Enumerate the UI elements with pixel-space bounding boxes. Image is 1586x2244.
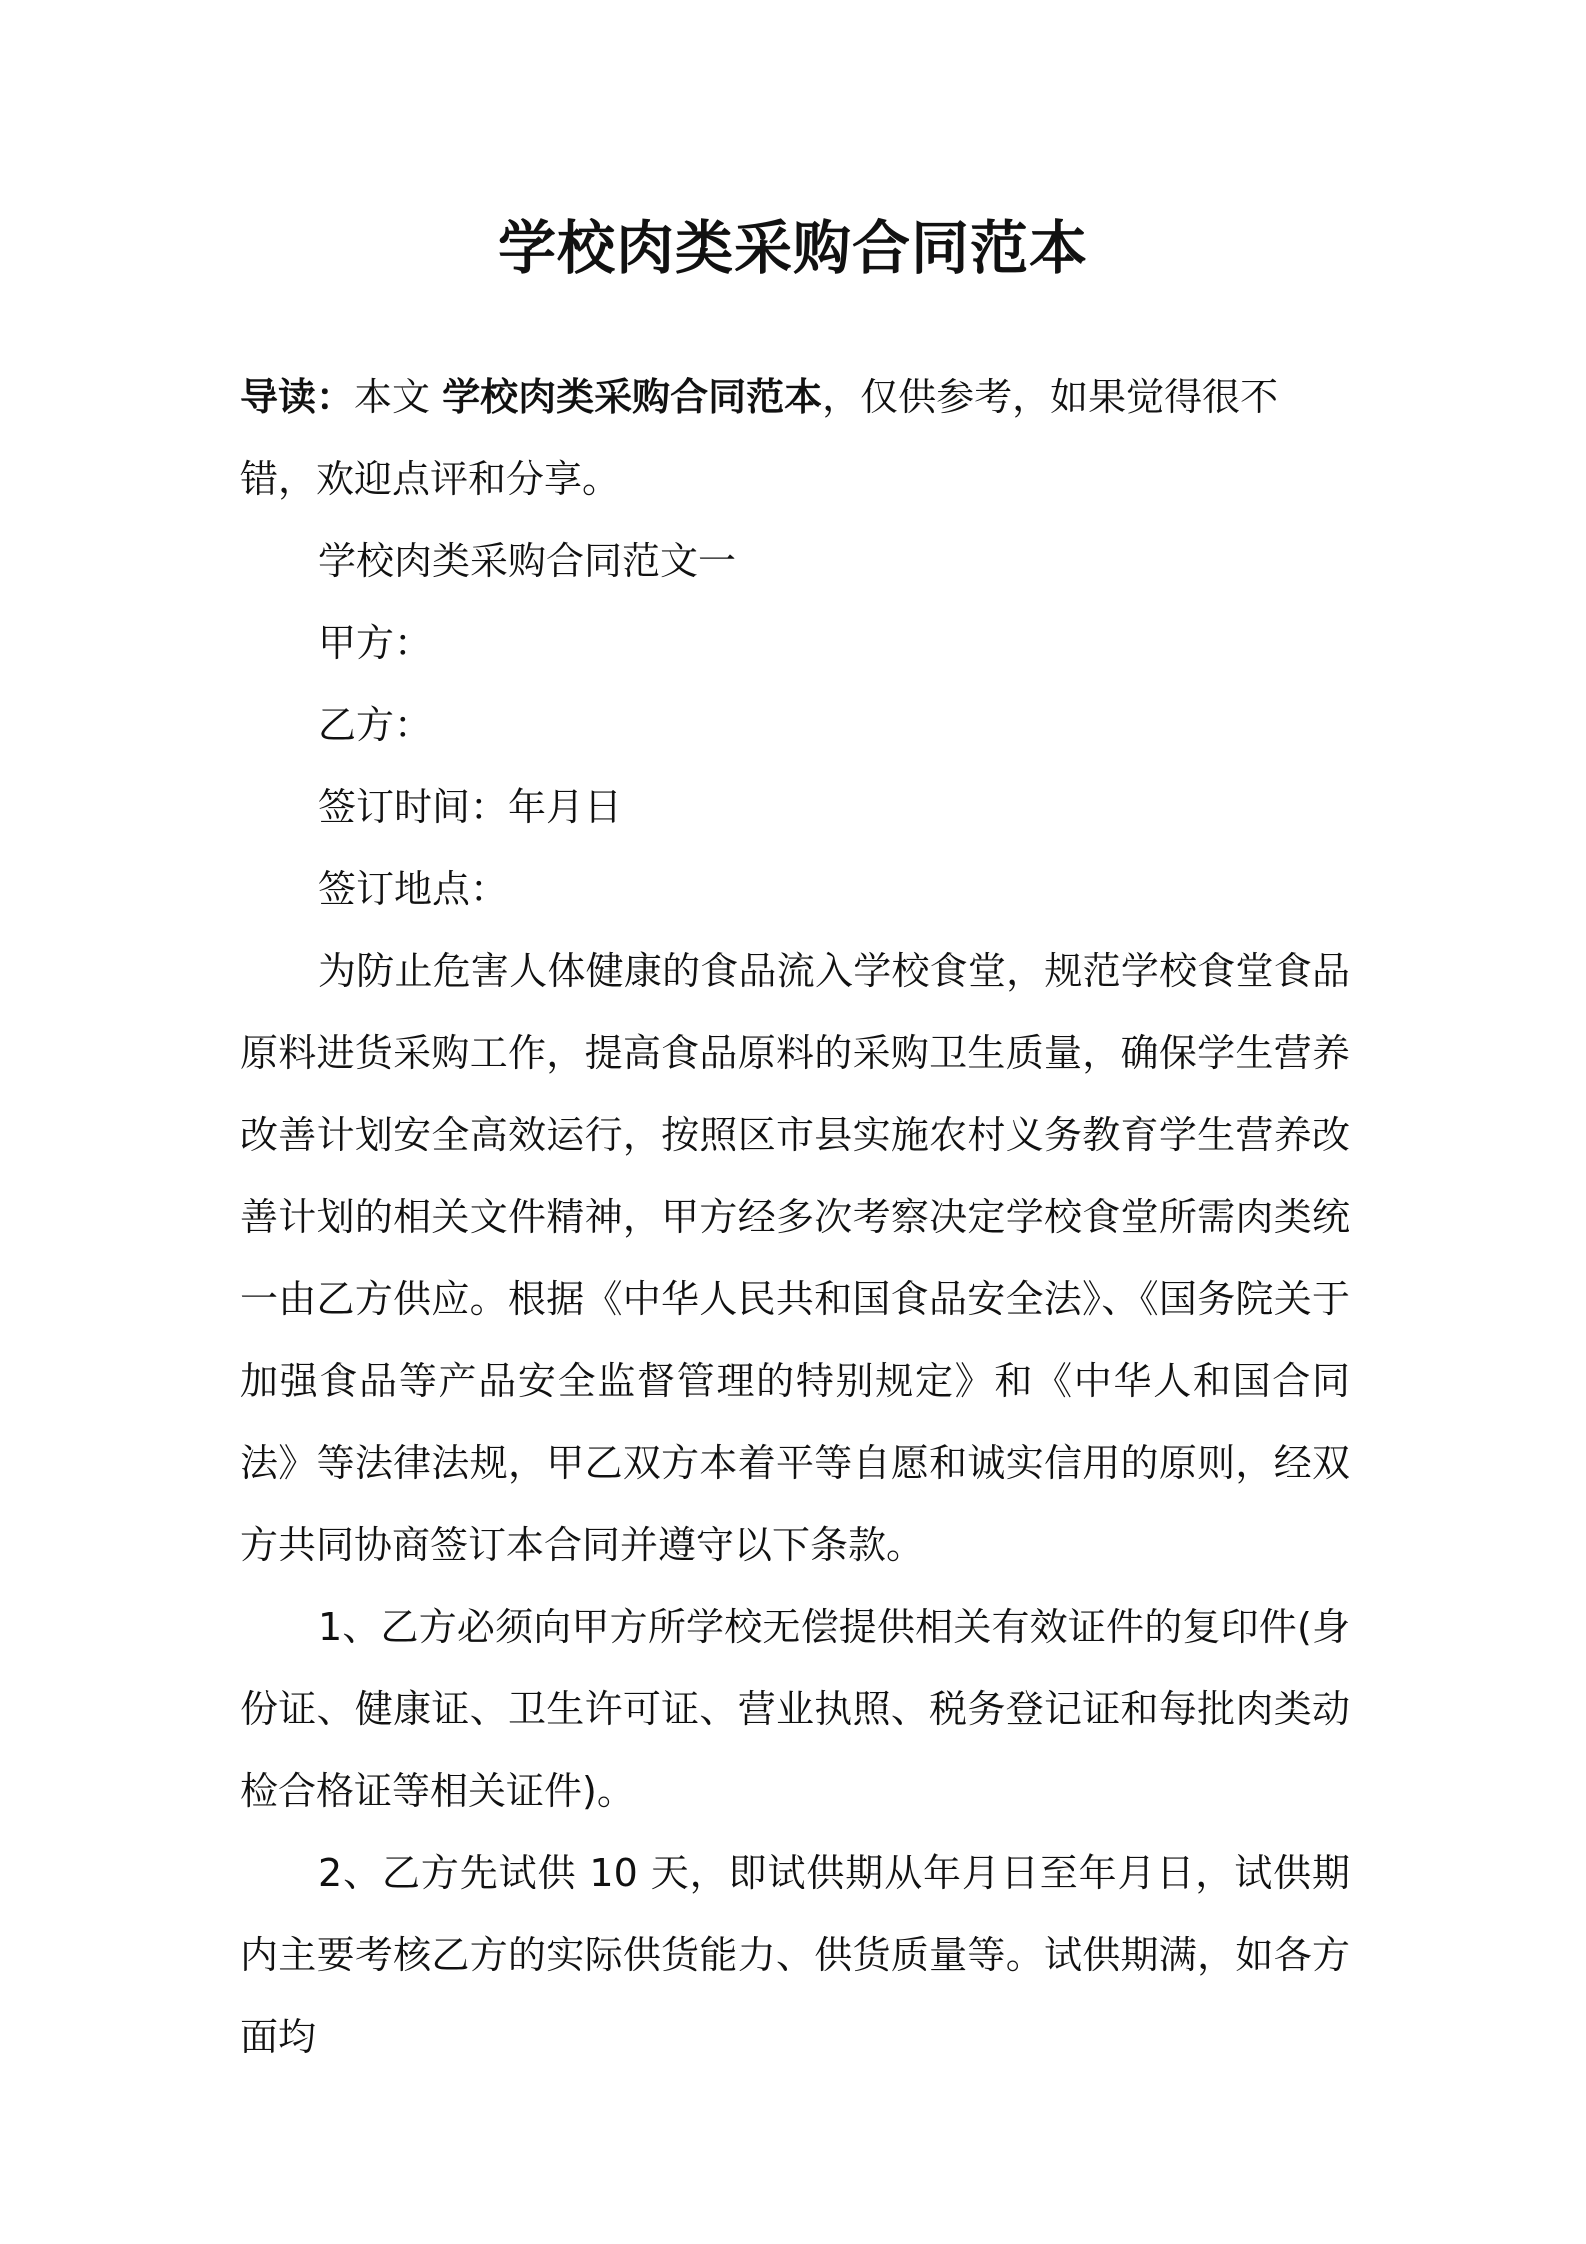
clause-2-paragraph: 2、乙方先试供 10 天，即试供期从年月日至年月日，试供期内主要考核乙方的实际供货能力、供货质量等。试供期满，如各方面均 — [240, 1851, 1350, 2059]
intro-rest: ，仅供参考，如果觉得很不错，欢迎点评和分享。 — [240, 375, 1279, 501]
preamble-paragraph: 为防止危害人体健康的食品流入学校食堂，规范学校食堂食品原料进货采购工作，提高食品原料的采购卫生质量，确保学生营养改善计划安全高效运行，按照区市县实施农村义务教育学生营养改善计划的相关文件精神，甲方经多次考察决定学校食堂所需肉类统一由乙方供应。根据《中华人民共和国食品安全法》、《国务院关于加强食品等产品安全监督管理的特别规定》和《中华人和国合同法》等法律法规，甲乙双方本着平等自愿和诚实信用的原则，经双方共同协商签订本合同并遵守以下条款。 — [240, 949, 1350, 1567]
intro-doc-title: 学校肉类采购合同范本 — [442, 375, 823, 419]
intro-paragraph — [240, 356, 1350, 520]
party-a-line: 甲方： — [318, 621, 433, 665]
intro-lead: 本文 — [354, 375, 443, 419]
party-b-line: 乙方： — [318, 703, 433, 747]
contract-body — [240, 520, 1350, 2078]
intro-label: 导读： — [240, 375, 355, 419]
section-heading: 学校肉类采购合同范文一 — [318, 539, 737, 583]
sign-date-line: 签订时间：年月日 — [318, 785, 623, 829]
clause-1-paragraph: 1、乙方必须向甲方所学校无偿提供相关有效证件的复印件(身份证、健康证、卫生许可证、营业执照、税务登记证和每批肉类动检合格证等相关证件)。 — [240, 1605, 1350, 1813]
sign-place-line: 签订地点： — [318, 867, 509, 911]
document-title: 学校肉类采购合同范本 — [497, 214, 1088, 282]
